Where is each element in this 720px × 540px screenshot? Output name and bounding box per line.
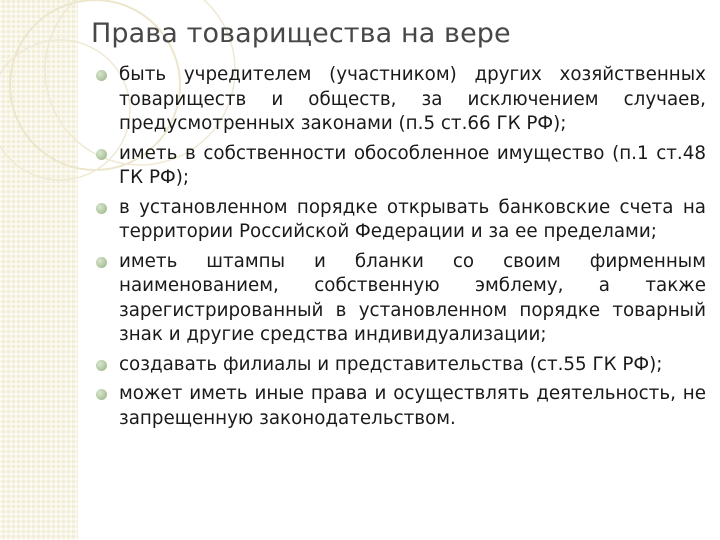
bullet-dot-icon [96,149,107,160]
bullet-dot-icon [96,389,107,400]
bullet-dot-icon [96,203,107,214]
bullet-text: может иметь иные права и осуществлять деятельность, не запрещенную законодательством. [119,383,706,429]
bullet-text: в установленном порядке открывать банковские счета на территории Российской Федерации и за ее пределами; [119,196,706,242]
bullet-text: иметь в собственности обособленное имущество (п.1 ст.48 ГК РФ); [119,142,706,188]
bullet-list [93,63,706,436]
bullet-item [93,382,706,431]
bullet-text: быть учредителем (участником) других хозяйственных товариществ и обществ, за исключением случаев, предусмотренных законами (п.5 ст.66 ГК РФ); [119,64,706,134]
bullet-item [93,250,706,348]
bullet-item [93,63,706,137]
bullet-text: создавать филиалы и представительства (ст.55 ГК РФ); [119,353,663,375]
bullet-dot-icon [96,360,107,371]
bullet-text: иметь штампы и бланки со своим фирменным наименованием, собственную эмблему, а также зарегистрированный в установленном порядке товарный знак и другие средства индивидуализации; [119,250,706,345]
bullet-item [93,196,706,245]
bullet-dot-icon [96,70,107,81]
bullet-dot-icon [96,257,107,268]
slide-title: Права товарищества на вере [91,18,511,49]
bullet-item [93,353,706,378]
bullet-item [93,142,706,191]
